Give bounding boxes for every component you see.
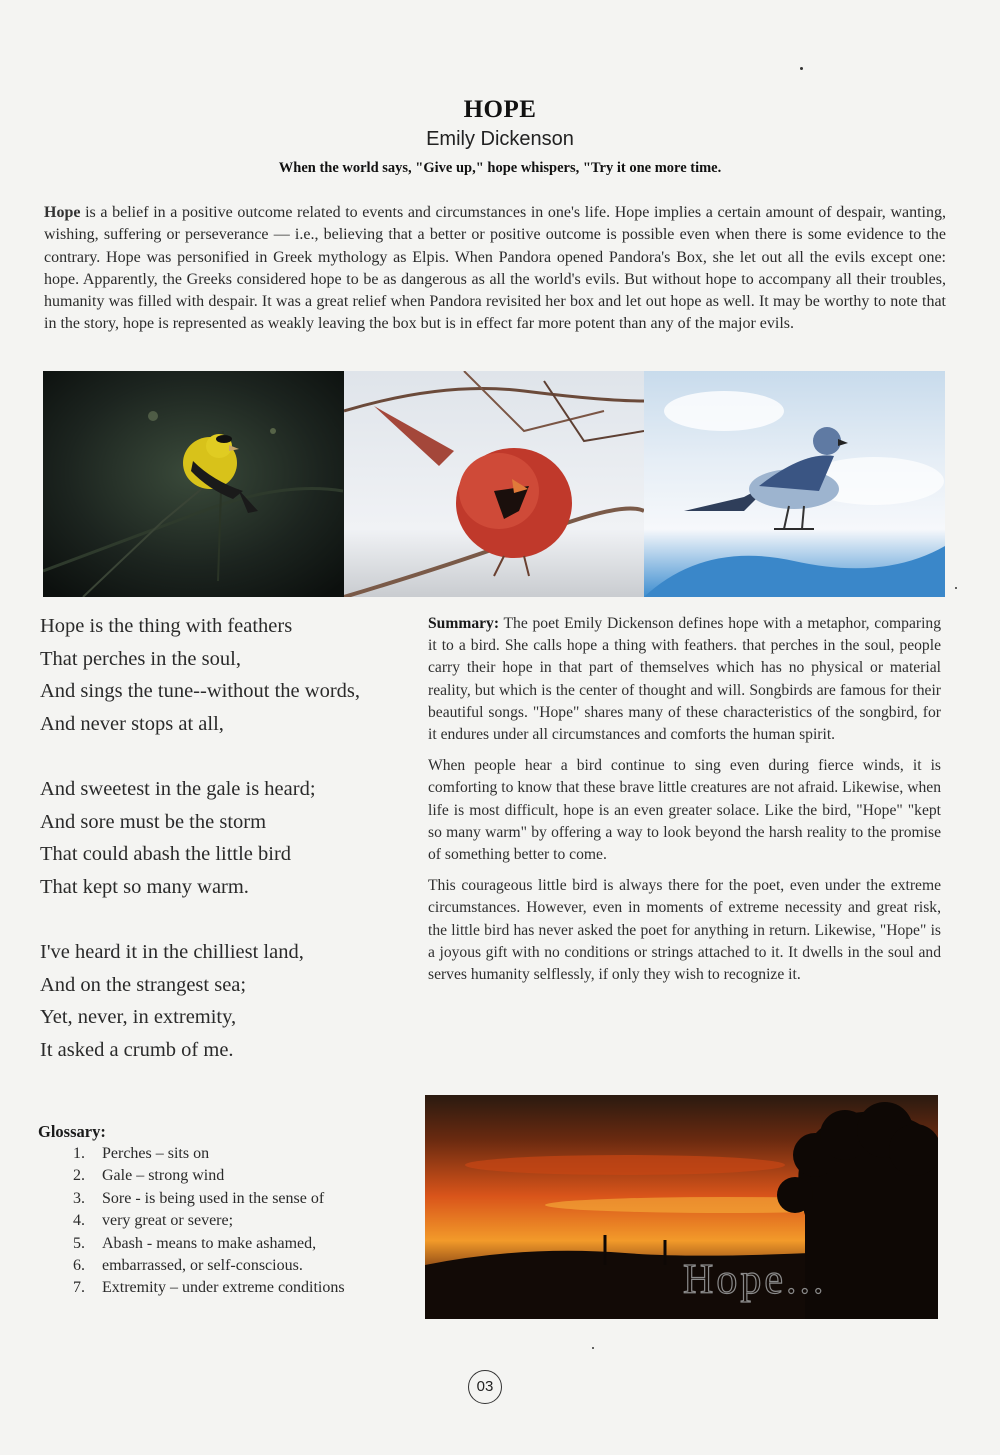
glossary-item-text: Sore - is being used in the sense of	[102, 1189, 325, 1207]
glossary-list	[38, 1143, 408, 1300]
poem-line: That perches in the soul,	[40, 647, 241, 670]
glossary-item	[38, 1255, 408, 1277]
summary-paragraph-3: This courageous little bird is always there for the poet, even under the extreme circumstances. However, even in moments of extreme necessity and great risk, the little bird has never asked the poet for anything in return. Likewise, "Hope" is a joyous gift with no conditions or strings attached to it. It dwells in the soul and serves humanity selflessly, if only they wish to recognize it.	[428, 877, 941, 984]
page-title: HOPE	[463, 96, 537, 123]
poem-stanza	[40, 610, 400, 740]
poem-stanza	[40, 936, 400, 1066]
scan-speck	[592, 1347, 594, 1349]
poem-line: That kept so many warm.	[40, 875, 249, 898]
summary-label: Summary:	[428, 615, 500, 632]
glossary-item-number: 1.	[73, 1145, 85, 1162]
sunset-photo	[425, 1095, 938, 1319]
scan-speck	[800, 67, 803, 70]
glossary-item-number: 7.	[73, 1279, 85, 1297]
glossary	[38, 1121, 408, 1300]
summary	[428, 613, 941, 995]
glossary-item	[38, 1143, 408, 1165]
glossary-item-number: 5.	[73, 1234, 85, 1252]
glossary-item-text: Perches – sits on	[102, 1145, 210, 1162]
goldfinch-photo	[43, 371, 344, 597]
glossary-title: Glossary:	[38, 1122, 106, 1141]
poem-line: And sings the tune--without the words,	[40, 680, 360, 702]
glossary-item-text: Gale – strong wind	[102, 1167, 225, 1185]
intro-lead-word: Hope	[44, 204, 81, 221]
poem-line: And on the strangest sea;	[40, 973, 247, 996]
glossary-item-text: very great or severe;	[102, 1212, 234, 1230]
intro-text: is a belief in a positive outcome related to events and circumstances in one's life. Hope implies a certain amount of despair, wanting, wishing, suffering or perseverance — i.e., believing that a better or positive outcome is possible even when there is some evidence to the contrary. Hope was personified in Greek mythology as Elpis. When Pandora opened Pandora's Box, she let out all the evils except one: hope. Apparently, the Greeks considered hope to be as dangerous as all the world's evils. But without hope to accompany all their troubles, humanity was filled with despair. It was a great relief when Pandora revisited her box and let out hope as well. It may be worthy to note that in the story, hope is represented as weakly leaving the box but is in effect far more potent than any of the major evils.	[44, 204, 946, 333]
poem-line: And sweetest in the gale is heard;	[40, 778, 316, 800]
bluebird-photo	[644, 371, 945, 597]
glossary-item	[38, 1165, 408, 1187]
poem-line: And never stops at all,	[40, 712, 224, 735]
epigraph: When the world says, "Give up," hope whispers, "Try it one more time.	[278, 160, 722, 176]
glossary-item-text: Abash - means to make ashamed,	[102, 1234, 317, 1252]
poem-line: And sore must be the storm	[40, 810, 267, 833]
glossary-item-number: 4.	[73, 1212, 85, 1230]
author-name: Emily Dickenson	[426, 128, 574, 150]
sunset-caption: Hope...	[683, 1257, 827, 1303]
glossary-item	[38, 1210, 408, 1232]
page-number: 03	[468, 1370, 502, 1404]
summary-text-1: The poet Emily Dickenson defines hope with a metaphor, comparing it to a bird. She calls hope a thing with feathers. that perches in the soul, people carry their hope in that part of themselves which has no physical or material reality, but which is the center of thought and will. Songbirds are famous for their beautiful songs. "Hope" shares many of these characteristics of the songbird, for it endures under all circumstances and comforts the human spirit.	[428, 615, 941, 744]
glossary-item	[38, 1188, 408, 1210]
poem-line: I've heard it in the chilliest land,	[40, 941, 304, 963]
cardinal-photo	[344, 371, 644, 597]
summary-paragraph-2: When people hear a bird continue to sing even during fierce winds, it is comforting to know that these brave little creatures are not afraid. Likewise, when life is most difficult, hope is an even greater solace. Like the bird, "Hope" "kept so many warm" by offering a way to look beyond the harsh reality to the promise of something better to come.	[428, 757, 941, 864]
glossary-item-number: 3.	[73, 1189, 85, 1207]
glossary-item-text: Extremity – under extreme conditions	[102, 1279, 345, 1297]
scan-speck	[955, 587, 957, 589]
glossary-item-number: 2.	[73, 1167, 85, 1185]
poem	[40, 610, 400, 1099]
glossary-item-text: embarrassed, or self-conscious.	[102, 1257, 303, 1275]
poem-line: Yet, never, in extremity,	[40, 1006, 237, 1028]
glossary-item-number: 6.	[73, 1257, 85, 1275]
poem-line: Hope is the thing with feathers	[40, 615, 293, 637]
glossary-item	[38, 1233, 408, 1255]
poem-stanza	[40, 773, 400, 903]
poem-line: It asked a crumb of me.	[40, 1038, 234, 1061]
glossary-item	[38, 1277, 408, 1299]
poem-line: That could abash the little bird	[40, 843, 292, 865]
summary-paragraph-1	[428, 613, 941, 746]
intro-paragraph	[44, 202, 946, 336]
